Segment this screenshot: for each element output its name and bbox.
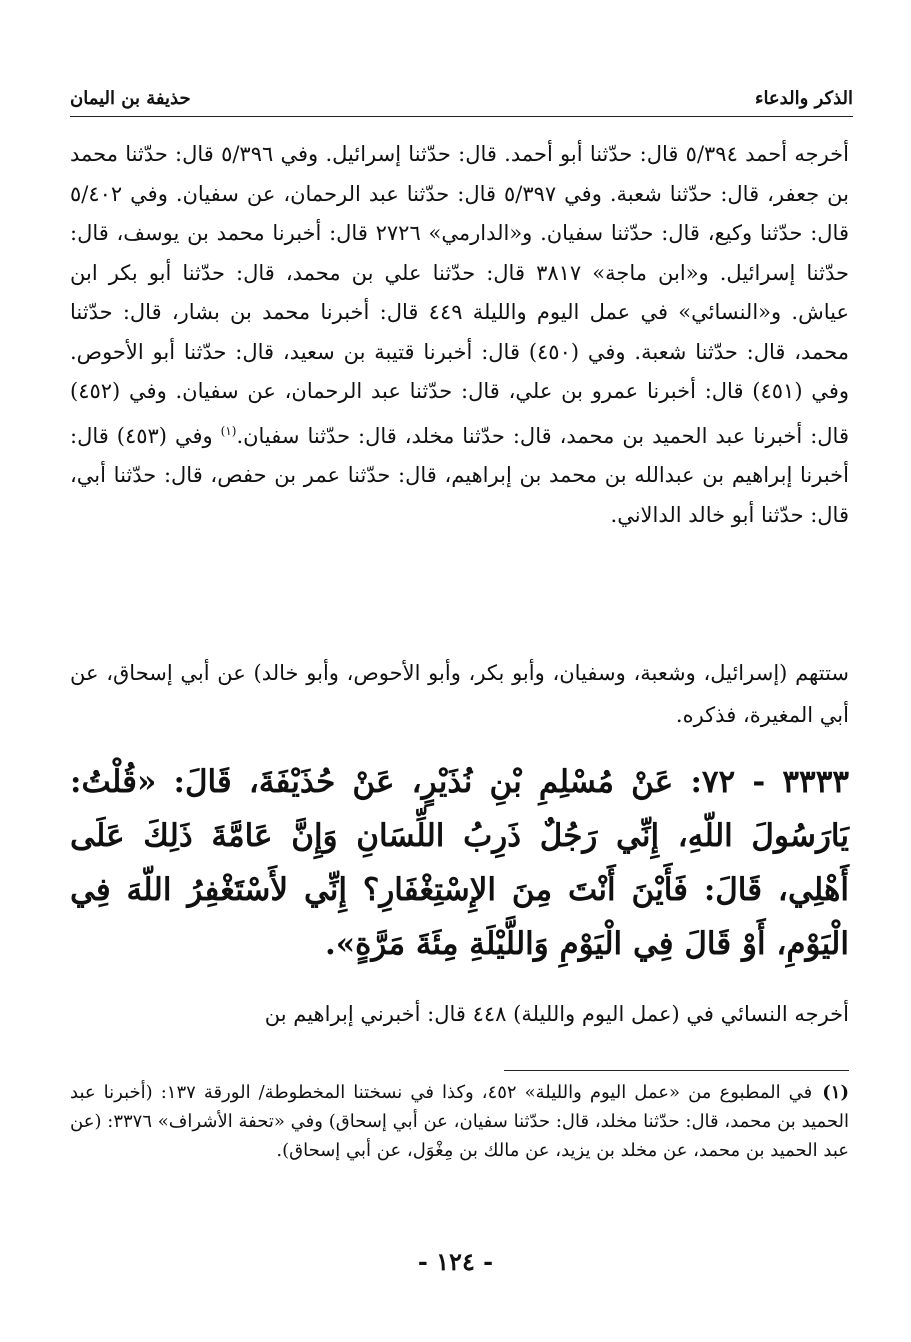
- footnote-reference[interactable]: (١): [220, 423, 237, 438]
- summary-paragraph: ستتهم (إسرائيل، وشعبة، وسفيان، وأبو بكر، وأبو الأحوص، وأبو خالد) عن أبي إسحاق، عن أبي المغيرة، فذكره.: [70, 661, 849, 727]
- takhrij-text: أخرجه أحمد ٥/٣٩٤ قال: حدّثنا أبو أحمد. قال: حدّثنا إسرائيل. وفي ٥/٣٩٦ قال: حدّثنا محمد بن جعفر، قال: حدّثنا شعبة. وفي ٥/٣٩٧ قال: حدّثنا عبد الرحمان، عن سفيان. وفي ٥/٤٠٢ قال: حدّثنا وكيع، قال: حدّثنا سفيان. و«الدارمي» ٢٧٢٦ قال: أخبرنا محمد بن يوسف، قال: حدّثنا إسرائيل. و«ابن ماجة» ٣٨١٧ قال: حدّثنا علي بن محمد، قال: حدّثنا أبو بكر ابن عياش. و«النسائي» في عمل اليوم والليلة ٤٤٩ قال: أخبرنا محمد بن بشار، قال: حدّثنا محمد، قال: حدّثنا شعبة. وفي (٤٥٠) قال: أخبرنا قتيبة بن سعيد، قال: حدّثنا أبو الأحوص. وفي (٤٥١) قال: أخبرنا عمرو بن علي، قال: حدّثنا عبد الرحمان، عن سفيان. وفي (٤٥٢) قال: أخبرنا عبد الحميد بن محمد، قال: حدّثنا مخلد، قال: حدّثنا سفيان.: [70, 142, 849, 448]
- running-header: [70, 86, 853, 117]
- hadith-text: ٣٣٣٣ - ٧٢: عَنْ مُسْلِمِ بْنِ نُذَيْرٍ، عَنْ حُذَيْفَةَ، قَالَ: «قُلْتُ: يَارَسُولَ اللّهِ، إِنِّي رَجُلٌ ذَرِبُ اللِّسَانِ وَإِنَّ عَامَّةَ ذَلِكَ عَلَى أَهْلِي، قَالَ: فَأَيْنَ أَنْتَ مِنَ الإِسْتِغْفَارِ؟ إِنِّي لأَسْتَغْفِرُ اللّهَ فِي الْيَوْمِ، أَوْ قَالَ فِي الْيَوْمِ وَاللَّيْلَةِ مِئَةَ مَرَّةٍ».: [70, 764, 850, 962]
- footnote-divider: [504, 1070, 849, 1071]
- footnote: [70, 1078, 849, 1165]
- takhrij-text-continued: وفي (٤٥٣) قال: أخبرنا إبراهيم بن عبدالله بن محمد بن إبراهيم، قال: حدّثنا عمر بن حفص، قال: حدّثنا أبي، قال: حدّثنا أبو خالد الدالاني.: [70, 423, 849, 527]
- page-number: - ١٢٤ -: [417, 1247, 494, 1276]
- header-book-title: الذكر والدعاء: [754, 88, 853, 109]
- footnote-text: في المطبوع من «عمل اليوم والليلة» ٤٥٢، وكذا في نسختنا المخطوطة/ الورقة ١٣٧: (أخبرنا عبد الحميد بن محمد، قال: حدّثنا مخلد، قال: حدّثنا سفيان، عن أبي إسحاق) وفي «تحفة الأشراف» ٣٣٧٦: (عن عبد الحميد بن محمد، عن مخلد بن يزيد، عن مالك بن مِغْوَل، عن أبي إسحاق).: [70, 1082, 849, 1161]
- header-chapter-title: حذيفة بن اليمان: [70, 88, 191, 109]
- takhrij-paragraph-2: أخرجه النسائي في (عمل اليوم والليلة) ٤٤٨ قال: أخبرني إبراهيم بن: [264, 1002, 849, 1026]
- takhrij-paragraph: [70, 135, 849, 535]
- footnote-number: (١): [822, 1082, 849, 1103]
